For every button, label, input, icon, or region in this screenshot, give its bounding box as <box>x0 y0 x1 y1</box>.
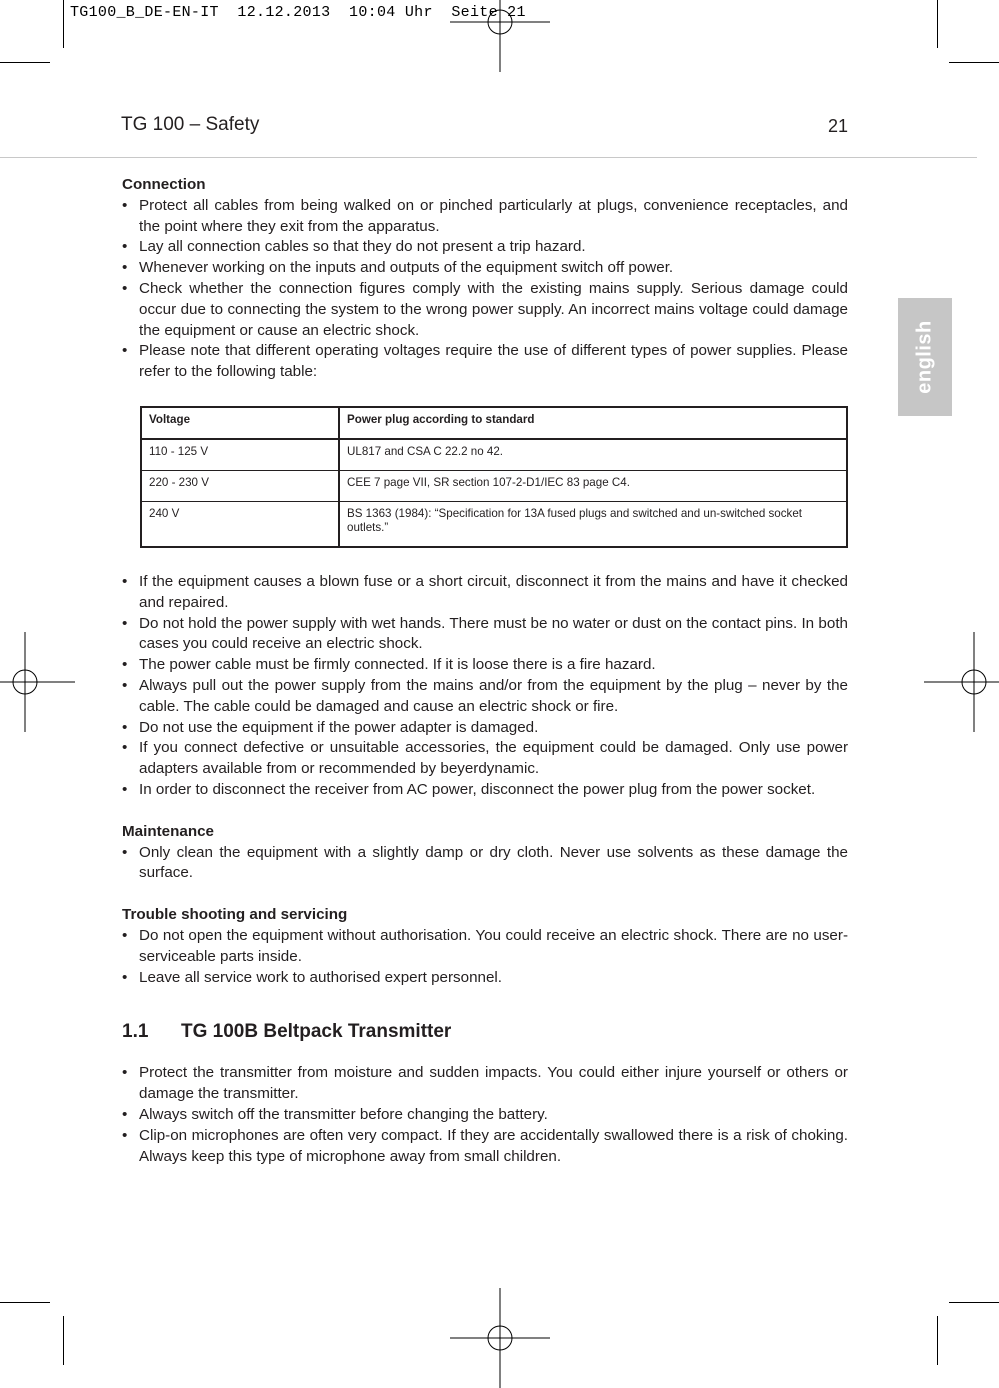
registration-mark-bottom <box>450 1288 550 1388</box>
list-item: • Please note that different operating voltages require the use of different types of power supplies. Please refer to the following table: <box>122 342 848 381</box>
bullet-icon: • <box>122 259 128 277</box>
section-heading-connection: Connection <box>122 176 206 193</box>
table-cell: UL817 and CSA C 22.2 no 42. <box>339 439 847 471</box>
spacer <box>122 884 848 905</box>
bullet-icon: • <box>122 238 128 256</box>
list-item: • Do not open the equipment without authorisation. You could receive an electric shock. There are no user-serviceable parts inside. <box>122 926 848 965</box>
crop-mark <box>937 0 938 48</box>
page-content <box>122 175 848 1167</box>
print-slug: TG100_B_DE-EN-IT 12.12.2013 10:04 Uhr Seite 21 <box>70 4 526 21</box>
bullet-icon: • <box>122 614 128 632</box>
list-item: • Only clean the equipment with a slightly damp or dry cloth. Never use solvents as these damage the surface. <box>122 843 848 882</box>
connection-list-2 <box>122 572 848 801</box>
bullet-icon: • <box>122 718 128 736</box>
table-row <box>141 439 847 471</box>
table-cell: 240 V <box>141 501 339 547</box>
connection-list-1 <box>122 196 848 383</box>
bullet-icon: • <box>122 1105 128 1123</box>
table-header-plug-standard: Power plug according to standard <box>339 407 847 439</box>
section-heading-beltpack <box>122 1020 848 1044</box>
trouble-shooting-list <box>122 926 848 988</box>
table-cell: CEE 7 page VII, SR section 107-2-D1/IEC 83 page C4. <box>339 470 847 501</box>
bullet-icon: • <box>122 656 128 674</box>
bullet-icon: • <box>122 1064 128 1082</box>
beltpack-list <box>122 1063 848 1167</box>
list-item: • If the equipment causes a blown fuse or a short circuit, disconnect it from the mains and have it checked and repaired. <box>122 572 848 611</box>
list-item: • Protect all cables from being walked on or pinched particularly at plugs, convenience receptacles, and the point where they exit from the apparatus. <box>122 196 848 235</box>
table-header-voltage: Voltage <box>141 407 339 439</box>
registration-mark-right <box>924 632 999 732</box>
crop-mark <box>949 62 999 63</box>
list-item: • Always switch off the transmitter before changing the battery. <box>122 1105 848 1126</box>
list-item: • Clip-on microphones are often very compact. If they are accidentally swallowed there is a risk of choking. Always keep this type of microphone away from small children. <box>122 1126 848 1165</box>
bullet-icon: • <box>122 342 128 360</box>
table-cell: 220 - 230 V <box>141 470 339 501</box>
registration-mark-top <box>450 0 550 72</box>
bullet-icon: • <box>122 968 128 986</box>
list-item: • Do not hold the power supply with wet hands. There must be no water or dust on the contact pins. In both cases you could receive an electric shock. <box>122 614 848 653</box>
list-item: • Lay all connection cables so that they do not present a trip hazard. <box>122 237 848 258</box>
language-tab <box>898 298 952 416</box>
bullet-icon: • <box>122 572 128 590</box>
bullet-icon: • <box>122 780 128 798</box>
section-heading-trouble-shooting: Trouble shooting and servicing <box>122 906 348 924</box>
registration-mark-left <box>0 632 75 732</box>
list-item: • In order to disconnect the receiver from AC power, disconnect the power plug from the power socket. <box>122 780 848 801</box>
section-number: 1.1 <box>122 1021 149 1043</box>
crop-mark <box>0 62 50 63</box>
crop-mark <box>937 1316 938 1365</box>
page-number: 21 <box>827 116 848 136</box>
bullet-icon: • <box>122 926 128 944</box>
list-item: • Protect the transmitter from moisture and sudden impacts. You could either injure yourself or others or damage the transmitter. <box>122 1064 848 1103</box>
list-item: • Whenever working on the inputs and outputs of the equipment switch off power. <box>122 258 848 279</box>
list-item: • The power cable must be firmly connected. If it is loose there is a fire hazard. <box>122 655 848 676</box>
running-header-title: TG 100 – Safety <box>121 114 260 135</box>
crop-mark <box>63 1316 64 1365</box>
maintenance-list <box>122 843 848 885</box>
bullet-icon: • <box>122 843 128 861</box>
list-item: • Always pull out the power supply from the mains and/or from the equipment by the plug – never by the cable. The cable could be damaged and cause an electric shock or fire. <box>122 676 848 715</box>
bullet-icon: • <box>122 196 128 214</box>
table-cell: BS 1363 (1984): “Specification for 13A fused plugs and switched and un-switched socket outlets.” <box>339 501 847 547</box>
bullet-icon: • <box>122 279 128 297</box>
crop-mark <box>949 1302 999 1303</box>
bullet-icon: • <box>122 739 128 757</box>
language-tab-label: english <box>913 320 936 394</box>
spacer <box>122 801 848 822</box>
bullet-icon: • <box>122 676 128 694</box>
table-row <box>141 501 847 547</box>
list-item: • Check whether the connection figures comply with the existing mains supply. Serious damage could occur due to connecting the system to the wrong power supply. An incorrect mains voltage could damage the equipment or cause an electric shock. <box>122 279 848 339</box>
section-title: TG 100B Beltpack Transmitter <box>181 1021 452 1043</box>
header-divider <box>0 157 977 158</box>
voltage-plug-table <box>140 406 848 548</box>
crop-mark <box>0 1302 50 1303</box>
list-item: • Leave all service work to authorised expert personnel. <box>122 968 848 989</box>
table-row <box>141 470 847 501</box>
crop-mark <box>63 0 64 48</box>
list-item: • Do not use the equipment if the power adapter is damaged. <box>122 718 848 739</box>
list-item: • If you connect defective or unsuitable accessories, the equipment could be damaged. Only use power adapters available from or recommended by beyerdynamic. <box>122 739 848 778</box>
table-cell: 110 - 125 V <box>141 439 339 471</box>
bullet-icon: • <box>122 1126 128 1144</box>
table-header-row <box>141 407 847 439</box>
section-heading-maintenance: Maintenance <box>122 822 214 840</box>
